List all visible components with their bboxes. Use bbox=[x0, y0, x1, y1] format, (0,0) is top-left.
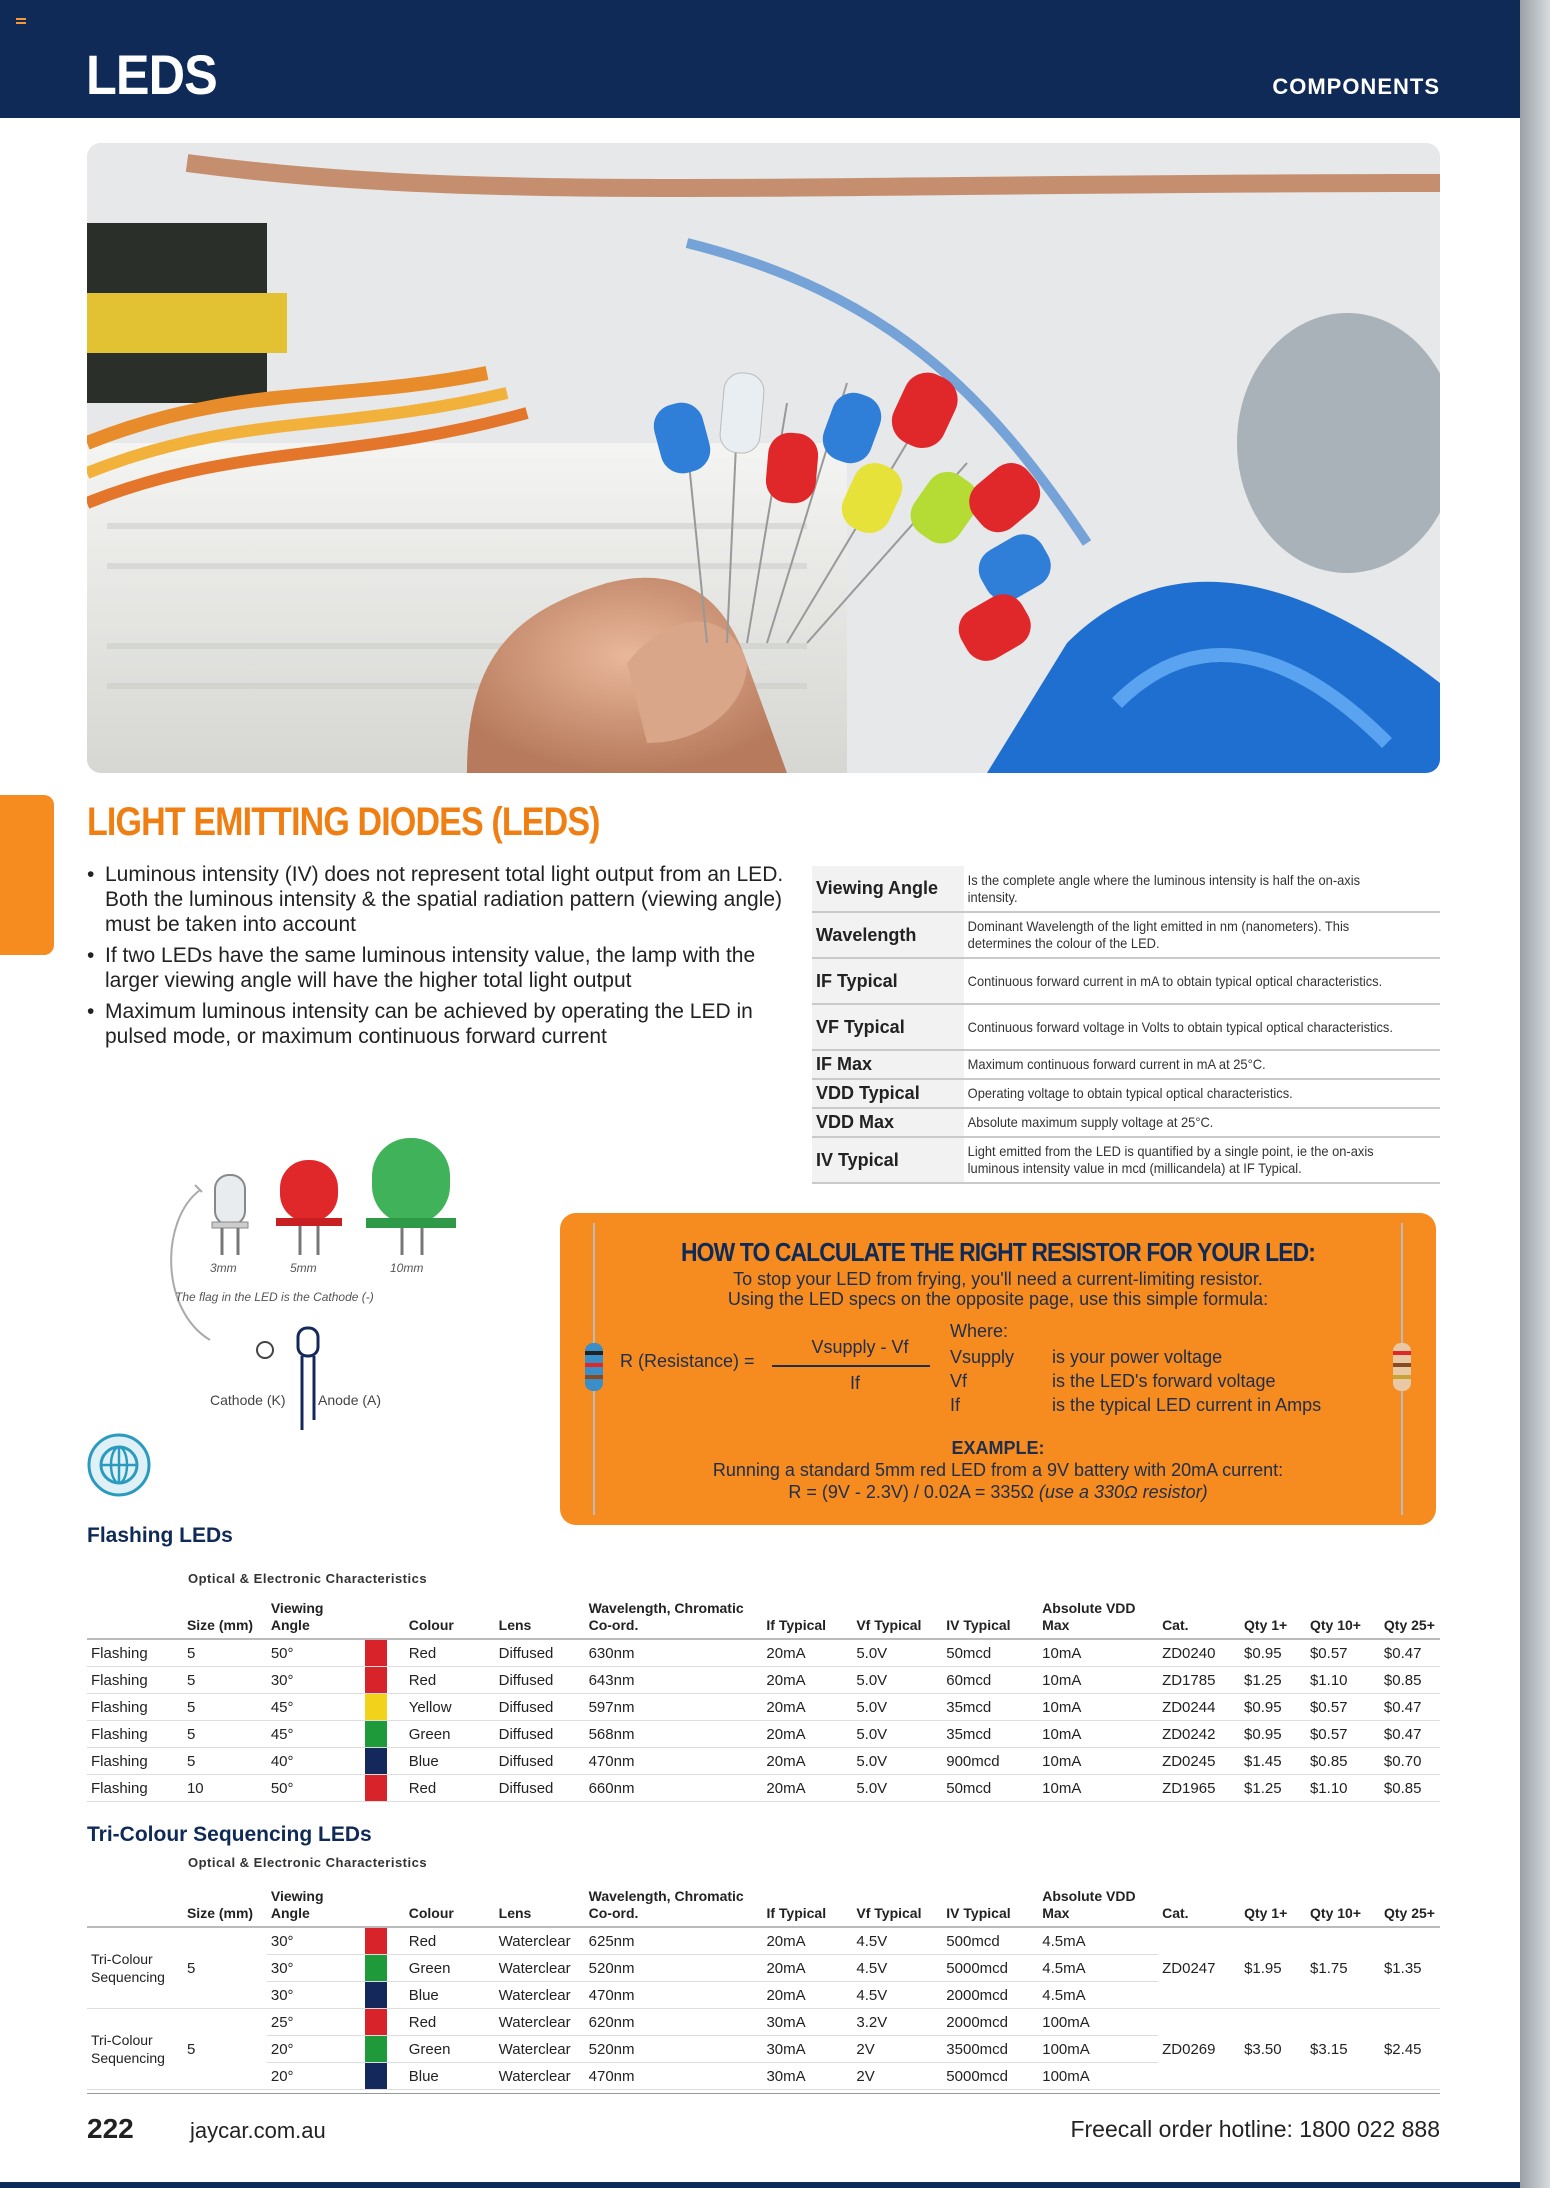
colour-swatch-cell bbox=[365, 1694, 405, 1721]
variable-desc: is your power voltage bbox=[1052, 1347, 1223, 1367]
menu-icon[interactable] bbox=[16, 18, 26, 26]
cell-qty1: $1.45 bbox=[1240, 1748, 1306, 1775]
col-iv: IV Typical bbox=[942, 1598, 1038, 1639]
colour-swatch bbox=[365, 1928, 387, 1954]
cell-angle: 50° bbox=[267, 1775, 365, 1802]
cell-wavelength: 597nm bbox=[585, 1694, 763, 1721]
spec-row bbox=[812, 1079, 1440, 1108]
cell-angle: 20° bbox=[267, 2063, 365, 2090]
flag-note: The flag in the LED is the Cathode (-) bbox=[175, 1290, 374, 1304]
hero-illustration bbox=[87, 143, 1440, 773]
spec-desc: Light emitted from the LED is quantified by a single point, ie the on-axis luminous intensity value in mcd (millicandela) at IF Typical. bbox=[964, 1137, 1402, 1183]
cell-angle: 40° bbox=[267, 1748, 365, 1775]
section-tab bbox=[0, 795, 54, 955]
col-qty1: Qty 1+ bbox=[1240, 1598, 1306, 1639]
example-line bbox=[560, 1481, 1436, 1503]
cell-type: Flashing bbox=[87, 1694, 183, 1721]
col-iv: IV Typical bbox=[942, 1886, 1038, 1927]
tricolour-leds-title: Tri-Colour Sequencing LEDs bbox=[87, 1823, 372, 1846]
cell-iv: 3500mcd bbox=[942, 2036, 1038, 2063]
cell-size: 5 bbox=[183, 1639, 267, 1667]
cell-qty1: $1.25 bbox=[1240, 1775, 1306, 1802]
cell-vf: 3.2V bbox=[852, 2009, 942, 2036]
colour-swatch-cell bbox=[365, 2009, 405, 2036]
table-header-row bbox=[87, 1886, 1440, 1927]
flashing-leds-rows bbox=[87, 1639, 1440, 1802]
colour-swatch bbox=[365, 1694, 387, 1720]
cell-vdd: 10mA bbox=[1038, 1639, 1158, 1667]
cell-angle: 50° bbox=[267, 1639, 365, 1667]
cell-colour: Red bbox=[405, 1775, 495, 1802]
cell-qty25: $0.47 bbox=[1380, 1639, 1440, 1667]
cell-vf: 5.0V bbox=[852, 1721, 942, 1748]
cell-vf: 2V bbox=[852, 2036, 942, 2063]
colour-swatch bbox=[365, 1640, 387, 1666]
cell-wavelength: 470nm bbox=[585, 2063, 763, 2090]
cell-angle: 25° bbox=[267, 2009, 365, 2036]
cell-qty10: $3.15 bbox=[1306, 2009, 1380, 2090]
section-heading: LIGHT EMITTING DIODES (LEDS) bbox=[87, 800, 600, 844]
spec-term: VDD Max bbox=[812, 1108, 964, 1137]
cell-lens: Waterclear bbox=[495, 1927, 585, 1955]
cell-vdd: 10mA bbox=[1038, 1694, 1158, 1721]
calc-subtitle-line: To stop your LED from frying, you'll need a current-limiting resistor. bbox=[733, 1269, 1263, 1289]
cell-qty25: $0.85 bbox=[1380, 1775, 1440, 1802]
cell-vf: 5.0V bbox=[852, 1694, 942, 1721]
cell-vf: 4.5V bbox=[852, 1982, 942, 2009]
spec-desc: Is the complete angle where the luminous intensity is half the on-axis intensity. bbox=[964, 866, 1402, 912]
table-row bbox=[87, 1694, 1440, 1721]
cell-iv: 50mcd bbox=[942, 1639, 1038, 1667]
colour-swatch-cell bbox=[365, 1721, 405, 1748]
cell-qty10: $0.85 bbox=[1306, 1748, 1380, 1775]
cell-type: Tri-Colour Sequencing bbox=[87, 2009, 183, 2090]
variable-symbol: If bbox=[950, 1395, 961, 1415]
col-size: Size (mm) bbox=[183, 1598, 267, 1639]
table-row bbox=[87, 1748, 1440, 1775]
cell-colour: Blue bbox=[405, 1748, 495, 1775]
cell-size: 10 bbox=[183, 1775, 267, 1802]
cell-if: 20mA bbox=[762, 1748, 852, 1775]
spec-desc: Absolute maximum supply voltage at 25°C. bbox=[964, 1108, 1402, 1137]
col-colour: Colour bbox=[405, 1598, 495, 1639]
colour-swatch bbox=[365, 2036, 387, 2062]
cell-colour: Green bbox=[405, 1721, 495, 1748]
tricolour-leds-rows bbox=[87, 1927, 1440, 2090]
resistor-calc-box bbox=[560, 1213, 1436, 1525]
cell-lens: Diffused bbox=[495, 1694, 585, 1721]
flashing-leds-title: Flashing LEDs bbox=[87, 1524, 233, 1547]
page-edge-shadow bbox=[1520, 0, 1550, 2188]
cell-colour: Green bbox=[405, 2036, 495, 2063]
cell-vdd: 100mA bbox=[1038, 2036, 1158, 2063]
variable-symbol: Vsupply bbox=[950, 1347, 1015, 1367]
spec-terms-table bbox=[812, 866, 1440, 1184]
cell-size: 5 bbox=[183, 1927, 267, 2009]
cell-lens: Diffused bbox=[495, 1667, 585, 1694]
cell-wavelength: 470nm bbox=[585, 1748, 763, 1775]
variable-desc: is the LED's forward voltage bbox=[1052, 1371, 1276, 1391]
cell-vdd: 10mA bbox=[1038, 1775, 1158, 1802]
cell-vdd: 100mA bbox=[1038, 2009, 1158, 2036]
cell-angle: 30° bbox=[267, 1982, 365, 2009]
bullet-item: • Luminous intensity (IV) does not represent total light output from an LED. Both the luminous intensity & the spatial radiation pattern (viewing angle) must be taken into account bbox=[87, 862, 787, 937]
cell-lens: Waterclear bbox=[495, 1955, 585, 1982]
cell-vdd: 4.5mA bbox=[1038, 1927, 1158, 1955]
col-cat: Cat. bbox=[1158, 1886, 1240, 1927]
cell-vdd: 10mA bbox=[1038, 1721, 1158, 1748]
col-type bbox=[87, 1598, 183, 1639]
formula-variable bbox=[950, 1371, 1276, 1392]
cathode-label: Cathode (K) bbox=[210, 1392, 286, 1408]
footer-bar bbox=[0, 2182, 1520, 2188]
calc-title: HOW TO CALCULATE THE RIGHT RESISTOR FOR YOUR LED: bbox=[681, 1237, 1315, 1267]
colour-swatch bbox=[365, 1775, 387, 1801]
cell-qty25: $1.35 bbox=[1380, 1927, 1440, 2009]
spec-row bbox=[812, 1108, 1440, 1137]
cell-vf: 5.0V bbox=[852, 1639, 942, 1667]
website-link[interactable]: jaycar.com.au bbox=[190, 2118, 326, 2143]
tricolour-leds-table bbox=[87, 1886, 1440, 2090]
spec-desc: Maximum continuous forward current in mA at 25°C. bbox=[964, 1050, 1402, 1079]
colour-swatch-cell bbox=[365, 1927, 405, 1955]
tricolour-leds-subtitle: Optical & Electronic Characteristics bbox=[188, 1855, 428, 1870]
cell-cat: ZD0269 bbox=[1158, 2009, 1240, 2090]
cell-vdd: 100mA bbox=[1038, 2063, 1158, 2090]
cell-if: 20mA bbox=[762, 1639, 852, 1667]
cell-lens: Diffused bbox=[495, 1748, 585, 1775]
colour-swatch bbox=[365, 1721, 387, 1747]
spec-term: VF Typical bbox=[812, 1004, 964, 1050]
table-row bbox=[87, 1775, 1440, 1802]
col-vf: Vf Typical bbox=[852, 1598, 942, 1639]
col-vf: Vf Typical bbox=[852, 1886, 942, 1927]
cell-qty1: $1.25 bbox=[1240, 1667, 1306, 1694]
cell-if: 20mA bbox=[762, 1927, 852, 1955]
col-if: If Typical bbox=[762, 1886, 852, 1927]
cell-angle: 45° bbox=[267, 1721, 365, 1748]
cell-qty10: $0.57 bbox=[1306, 1694, 1380, 1721]
cell-qty10: $0.57 bbox=[1306, 1639, 1380, 1667]
fraction-bar bbox=[772, 1365, 930, 1367]
cell-lens: Waterclear bbox=[495, 2036, 585, 2063]
cell-vdd: 4.5mA bbox=[1038, 1982, 1158, 2009]
calc-subtitle-line: Using the LED specs on the opposite page, use this simple formula: bbox=[727, 1289, 1269, 1309]
cell-iv: 2000mcd bbox=[942, 1982, 1038, 2009]
cell-if: 20mA bbox=[762, 1775, 852, 1802]
col-lens: Lens bbox=[495, 1598, 585, 1639]
cell-if: 20mA bbox=[762, 1955, 852, 1982]
cell-qty10: $1.75 bbox=[1306, 1927, 1380, 2009]
cell-if: 20mA bbox=[762, 1667, 852, 1694]
spec-term: IV Typical bbox=[812, 1137, 964, 1183]
cell-qty10: $1.10 bbox=[1306, 1667, 1380, 1694]
page-number: 222 bbox=[87, 2113, 134, 2144]
colour-swatch bbox=[365, 1982, 387, 2008]
cell-size: 5 bbox=[183, 1667, 267, 1694]
globe-icon[interactable] bbox=[87, 1433, 151, 1497]
cell-colour: Red bbox=[405, 1667, 495, 1694]
cell-type: Flashing bbox=[87, 1775, 183, 1802]
cell-size: 5 bbox=[183, 1721, 267, 1748]
cell-vf: 4.5V bbox=[852, 1955, 942, 1982]
cell-iv: 5000mcd bbox=[942, 1955, 1038, 1982]
col-wavelength: Wavelength, Chromatic Co-ord. bbox=[585, 1886, 763, 1927]
cell-colour: Green bbox=[405, 1955, 495, 1982]
formula-variable bbox=[950, 1347, 1222, 1368]
cell-iv: 5000mcd bbox=[942, 2063, 1038, 2090]
led-drawing bbox=[150, 1130, 480, 1430]
cell-if: 30mA bbox=[762, 2009, 852, 2036]
formula-label: R (Resistance) = bbox=[620, 1351, 755, 1371]
cell-iv: 35mcd bbox=[942, 1721, 1038, 1748]
cell-qty25: $2.45 bbox=[1380, 2009, 1440, 2090]
colour-swatch-cell bbox=[365, 1982, 405, 2009]
cell-qty10: $0.57 bbox=[1306, 1721, 1380, 1748]
cell-wavelength: 630nm bbox=[585, 1639, 763, 1667]
page-title: LEDS bbox=[86, 43, 217, 106]
spec-desc: Continuous forward voltage in Volts to obtain typical optical characteristics. bbox=[964, 1004, 1402, 1050]
colour-swatch bbox=[365, 1748, 387, 1774]
anode-label: Anode (A) bbox=[318, 1392, 382, 1408]
spec-row bbox=[812, 1004, 1440, 1050]
cell-vdd: 10mA bbox=[1038, 1748, 1158, 1775]
cell-cat: ZD1785 bbox=[1158, 1667, 1240, 1694]
cell-size: 5 bbox=[183, 2009, 267, 2090]
led-facts-list bbox=[87, 862, 787, 1055]
col-if: If Typical bbox=[762, 1598, 852, 1639]
cell-vf: 2V bbox=[852, 2063, 942, 2090]
cell-angle: 45° bbox=[267, 1694, 365, 1721]
hero-photo-leds-in-hand bbox=[87, 143, 1440, 773]
cell-vdd: 4.5mA bbox=[1038, 1955, 1158, 1982]
cell-angle: 20° bbox=[267, 2036, 365, 2063]
cell-wavelength: 470nm bbox=[585, 1982, 763, 2009]
colour-swatch bbox=[365, 2009, 387, 2035]
colour-swatch-cell bbox=[365, 1955, 405, 1982]
cell-cat: ZD0240 bbox=[1158, 1639, 1240, 1667]
spec-desc: Operating voltage to obtain typical optical characteristics. bbox=[964, 1079, 1402, 1108]
footer-divider bbox=[87, 2093, 1440, 2094]
formula-numerator: Vsupply - Vf bbox=[811, 1337, 909, 1357]
table-row bbox=[87, 1667, 1440, 1694]
col-cat: Cat. bbox=[1158, 1598, 1240, 1639]
cell-iv: 2000mcd bbox=[942, 2009, 1038, 2036]
cell-qty25: $0.70 bbox=[1380, 1748, 1440, 1775]
colour-swatch bbox=[365, 2063, 387, 2089]
cell-type: Flashing bbox=[87, 1748, 183, 1775]
led-size-diagram bbox=[150, 1130, 480, 1460]
page-header bbox=[0, 0, 1520, 118]
cell-wavelength: 643nm bbox=[585, 1667, 763, 1694]
cell-cat: ZD0242 bbox=[1158, 1721, 1240, 1748]
spec-row bbox=[812, 1050, 1440, 1079]
spec-row bbox=[812, 958, 1440, 1004]
cell-iv: 60mcd bbox=[942, 1667, 1038, 1694]
cell-wavelength: 620nm bbox=[585, 2009, 763, 2036]
cell-iv: 500mcd bbox=[942, 1927, 1038, 1955]
cell-if: 20mA bbox=[762, 1694, 852, 1721]
cell-if: 20mA bbox=[762, 1721, 852, 1748]
example-result: R = (9V - 2.3V) / 0.02A = 335Ω bbox=[788, 1482, 1034, 1502]
cell-cat: ZD1965 bbox=[1158, 1775, 1240, 1802]
cell-qty1: $0.95 bbox=[1240, 1721, 1306, 1748]
colour-swatch bbox=[365, 1955, 387, 1981]
cell-vf: 5.0V bbox=[852, 1667, 942, 1694]
cell-wavelength: 568nm bbox=[585, 1721, 763, 1748]
flashing-leds-subtitle: Optical & Electronic Characteristics bbox=[188, 1571, 428, 1586]
cell-lens: Waterclear bbox=[495, 2009, 585, 2036]
formula-denominator: If bbox=[849, 1373, 860, 1393]
cell-qty25: $0.47 bbox=[1380, 1694, 1440, 1721]
cell-type: Flashing bbox=[87, 1667, 183, 1694]
cell-colour: Red bbox=[405, 1639, 495, 1667]
bullet-item: • If two LEDs have the same luminous intensity value, the lamp with the larger viewing angle will have the higher total light output bbox=[87, 943, 787, 993]
cell-cat: ZD0244 bbox=[1158, 1694, 1240, 1721]
cell-wavelength: 520nm bbox=[585, 2036, 763, 2063]
col-qty25: Qty 25+ bbox=[1380, 1886, 1440, 1927]
variable-symbol: Vf bbox=[950, 1371, 968, 1391]
cell-qty1: $1.95 bbox=[1240, 1927, 1306, 2009]
col-swatch bbox=[365, 1886, 405, 1927]
spec-term: Viewing Angle bbox=[812, 866, 964, 912]
cell-cat: ZD0247 bbox=[1158, 1927, 1240, 2009]
size-label-3mm: 3mm bbox=[210, 1261, 237, 1275]
cell-colour: Blue bbox=[405, 2063, 495, 2090]
col-swatch bbox=[365, 1598, 405, 1639]
cell-angle: 30° bbox=[267, 1955, 365, 1982]
size-label-10mm: 10mm bbox=[390, 1261, 424, 1275]
cell-angle: 30° bbox=[267, 1667, 365, 1694]
cell-qty1: $0.95 bbox=[1240, 1639, 1306, 1667]
cell-lens: Diffused bbox=[495, 1639, 585, 1667]
flashing-leds-table bbox=[87, 1598, 1440, 1802]
variable-desc: is the typical LED current in Amps bbox=[1052, 1395, 1322, 1415]
col-angle: Viewing Angle bbox=[267, 1598, 365, 1639]
colour-swatch bbox=[365, 1667, 387, 1693]
col-type bbox=[87, 1886, 183, 1927]
table-row bbox=[87, 2009, 1440, 2036]
col-qty10: Qty 10+ bbox=[1306, 1598, 1380, 1639]
colour-swatch-cell bbox=[365, 2036, 405, 2063]
size-label-5mm: 5mm bbox=[290, 1261, 317, 1275]
cell-if: 30mA bbox=[762, 2036, 852, 2063]
cell-lens: Waterclear bbox=[495, 2063, 585, 2090]
cell-vf: 5.0V bbox=[852, 1748, 942, 1775]
cell-qty1: $3.50 bbox=[1240, 2009, 1306, 2090]
col-colour: Colour bbox=[405, 1886, 495, 1927]
where-label: Where: bbox=[950, 1321, 1009, 1341]
spec-desc: Dominant Wavelength of the light emitted in nm (nanometers). This determines the colour of the LED. bbox=[964, 912, 1402, 958]
cell-colour: Yellow bbox=[405, 1694, 495, 1721]
spec-row bbox=[812, 1137, 1440, 1183]
col-qty1: Qty 1+ bbox=[1240, 1886, 1306, 1927]
cell-type: Flashing bbox=[87, 1721, 183, 1748]
spec-term: VDD Typical bbox=[812, 1079, 964, 1108]
example-text bbox=[560, 1459, 1436, 1503]
example-note: (use a 330Ω resistor) bbox=[1038, 1482, 1208, 1502]
cell-iv: 35mcd bbox=[942, 1694, 1038, 1721]
cell-qty25: $0.85 bbox=[1380, 1667, 1440, 1694]
calc-subtitle bbox=[560, 1269, 1436, 1309]
col-vdd: Absolute VDD Max bbox=[1038, 1886, 1158, 1927]
spec-row bbox=[812, 866, 1440, 912]
section-label: COMPONENTS bbox=[1272, 74, 1440, 99]
cell-lens: Diffused bbox=[495, 1721, 585, 1748]
cell-type: Flashing bbox=[87, 1639, 183, 1667]
colour-swatch-cell bbox=[365, 1667, 405, 1694]
cell-colour: Red bbox=[405, 2009, 495, 2036]
col-size: Size (mm) bbox=[183, 1886, 267, 1927]
bullet-item: • Maximum luminous intensity can be achieved by operating the LED in pulsed mode, or maximum continuous forward current bbox=[87, 999, 787, 1049]
cell-vdd: 10mA bbox=[1038, 1667, 1158, 1694]
colour-swatch-cell bbox=[365, 1775, 405, 1802]
table-row bbox=[87, 1721, 1440, 1748]
table-header-row bbox=[87, 1598, 1440, 1639]
cell-lens: Diffused bbox=[495, 1775, 585, 1802]
order-hotline: Freecall order hotline: 1800 022 888 bbox=[1070, 2116, 1440, 2142]
cell-vf: 5.0V bbox=[852, 1775, 942, 1802]
formula-variable bbox=[950, 1395, 1321, 1416]
cell-colour: Red bbox=[405, 1927, 495, 1955]
cell-if: 30mA bbox=[762, 2063, 852, 2090]
spec-term: IF Max bbox=[812, 1050, 964, 1079]
cell-size: 5 bbox=[183, 1694, 267, 1721]
cell-size: 5 bbox=[183, 1748, 267, 1775]
cell-wavelength: 660nm bbox=[585, 1775, 763, 1802]
cell-qty10: $1.10 bbox=[1306, 1775, 1380, 1802]
spec-desc: Continuous forward current in mA to obtain typical optical characteristics. bbox=[964, 958, 1402, 1004]
example-heading: EXAMPLE: bbox=[951, 1438, 1045, 1458]
col-lens: Lens bbox=[495, 1886, 585, 1927]
col-angle: Viewing Angle bbox=[267, 1886, 365, 1927]
colour-swatch-cell bbox=[365, 2063, 405, 2090]
cell-iv: 900mcd bbox=[942, 1748, 1038, 1775]
cell-lens: Waterclear bbox=[495, 1982, 585, 2009]
cell-qty1: $0.95 bbox=[1240, 1694, 1306, 1721]
cell-type: Tri-Colour Sequencing bbox=[87, 1927, 183, 2009]
cell-angle: 30° bbox=[267, 1927, 365, 1955]
cell-if: 20mA bbox=[762, 1982, 852, 2009]
colour-swatch-cell bbox=[365, 1639, 405, 1667]
cell-colour: Blue bbox=[405, 1982, 495, 2009]
cell-cat: ZD0245 bbox=[1158, 1748, 1240, 1775]
col-vdd: Absolute VDD Max bbox=[1038, 1598, 1158, 1639]
cell-wavelength: 520nm bbox=[585, 1955, 763, 1982]
col-wavelength: Wavelength, Chromatic Co-ord. bbox=[585, 1598, 763, 1639]
col-qty25: Qty 25+ bbox=[1380, 1598, 1440, 1639]
cell-qty25: $0.47 bbox=[1380, 1721, 1440, 1748]
cell-iv: 50mcd bbox=[942, 1775, 1038, 1802]
spec-row bbox=[812, 912, 1440, 958]
table-row bbox=[87, 1639, 1440, 1667]
colour-swatch-cell bbox=[365, 1748, 405, 1775]
example-line: Running a standard 5mm red LED from a 9V battery with 20mA current: bbox=[712, 1460, 1284, 1480]
cell-wavelength: 625nm bbox=[585, 1927, 763, 1955]
spec-term: IF Typical bbox=[812, 958, 964, 1004]
cell-vf: 4.5V bbox=[852, 1927, 942, 1955]
spec-term: Wavelength bbox=[812, 912, 964, 958]
col-qty10: Qty 10+ bbox=[1306, 1886, 1380, 1927]
table-row bbox=[87, 1927, 1440, 1955]
